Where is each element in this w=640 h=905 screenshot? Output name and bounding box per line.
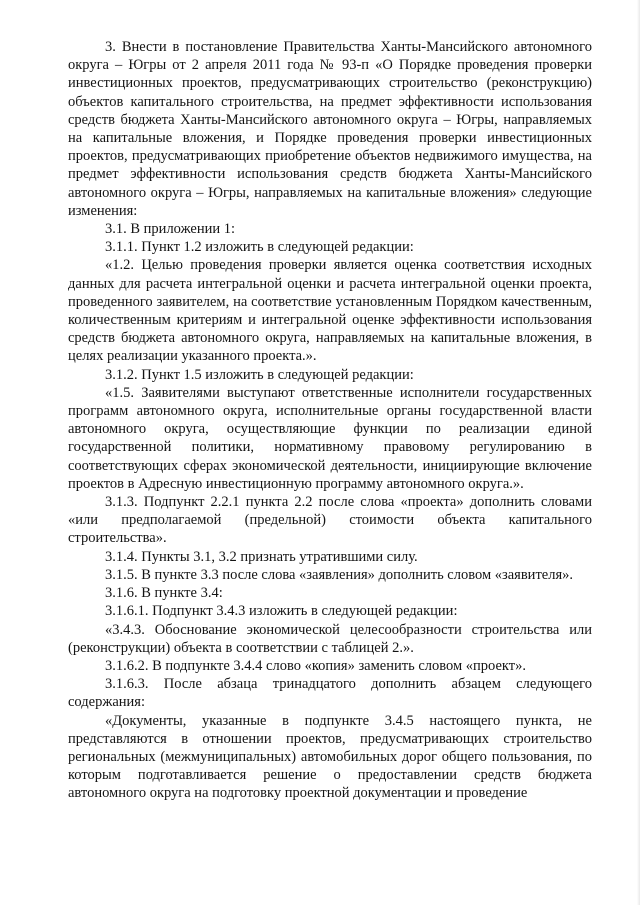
paragraph-quote-3-4-3: «3.4.3. Обоснование экономической целесообразности строительства или (реконструкции) объекта в соответствии с таблицей 2.». bbox=[68, 621, 592, 656]
paragraph-quote-1-2: «1.2. Целью проведения проверки является оценка соответствия исходных данных для расчета интегральной оценки и расчета интегральной оценки проекта, проведенного заявителем, на соответствие установленным Порядком качественным, количественным критериям и интегральной оценке эффективности использования средств бюджета автономного округа, направляемых на капитальные вложения, в целях реализации указанного проекта.». bbox=[68, 257, 592, 365]
paragraph-3-1-6-2: 3.1.6.2. В подпункте 3.4.4 слово «копия» заменить словом «проект». bbox=[105, 657, 526, 674]
paragraph-3-1-3: 3.1.3. Подпункт 2.2.1 пункта 2.2 после слова «проекта» дополнить словами «или предполагаемой (предельной) стоимости объекта капитального строительства». bbox=[68, 494, 592, 547]
paragraph-3-1-1: 3.1.1. Пункт 1.2 изложить в следующей редакции: bbox=[105, 239, 414, 256]
paragraph-3-1-5: 3.1.5. В пункте 3.3 после слова «заявления» дополнить словом «заявителя». bbox=[105, 566, 573, 583]
paragraph-3-1-2: 3.1.2. Пункт 1.5 изложить в следующей редакции: bbox=[105, 366, 414, 383]
paragraph-3-1-4: 3.1.4. Пункты 3.1, 3.2 признать утратившими силу. bbox=[105, 548, 418, 565]
paragraph-3-1-6-3: 3.1.6.3. После абзаца тринадцатого дополнить абзацем следующего содержания: bbox=[68, 676, 592, 711]
paragraph-item-3: 3. Внести в постановление Правительства Ханты-Мансийского автономного округа – Югры от 2 апреля 2011 года № 93-п «О Порядке проведения проверки инвестиционных проектов, предусматривающих строительство (реконструкцию) объектов капитального строительства, на предмет эффективности использования средств бюджета Ханты-Мансийского автономного округа – Югры, направляемых на капитальные вложения, и Порядке проведения проверки инвестиционных проектов, предусматривающих приобретение объектов недвижимого имущества, на предмет эффективности использования средств бюджета Ханты-Мансийского автономного округа – Югры, направляемых на капитальные вложения» следующие изменения: bbox=[68, 39, 592, 219]
paragraph-3-1: 3.1. В приложении 1: bbox=[105, 221, 236, 238]
paragraph-quote-documents: «Документы, указанные в подпункте 3.4.5 настоящего пункта, не представляются в отношении проектов, предусматривающих строительство региональных (межмуниципальных) автомобильных дорог общего пользования, по которым подготавливается решение о предоставлении средств бюджета автономного округа на подготовку проектной документации и проведение bbox=[68, 712, 592, 802]
paragraph-quote-1-5: «1.5. Заявителями выступают ответственные исполнители государственных программ автономного округа, исполнительные органы государственной власти автономного округа, осуществляющие функции по реализации единой государственной политики, нормативному правовому регулированию в соответствующих сферах экономической деятельности, инициирующие включение проектов в Адресную инвестиционную программу автономного округа.». bbox=[68, 384, 592, 492]
paragraph-3-1-6-1: 3.1.6.1. Подпункт 3.4.3 изложить в следующей редакции: bbox=[105, 603, 458, 620]
paragraph-3-1-6: 3.1.6. В пункте 3.4: bbox=[105, 585, 223, 602]
document-page bbox=[68, 38, 592, 803]
